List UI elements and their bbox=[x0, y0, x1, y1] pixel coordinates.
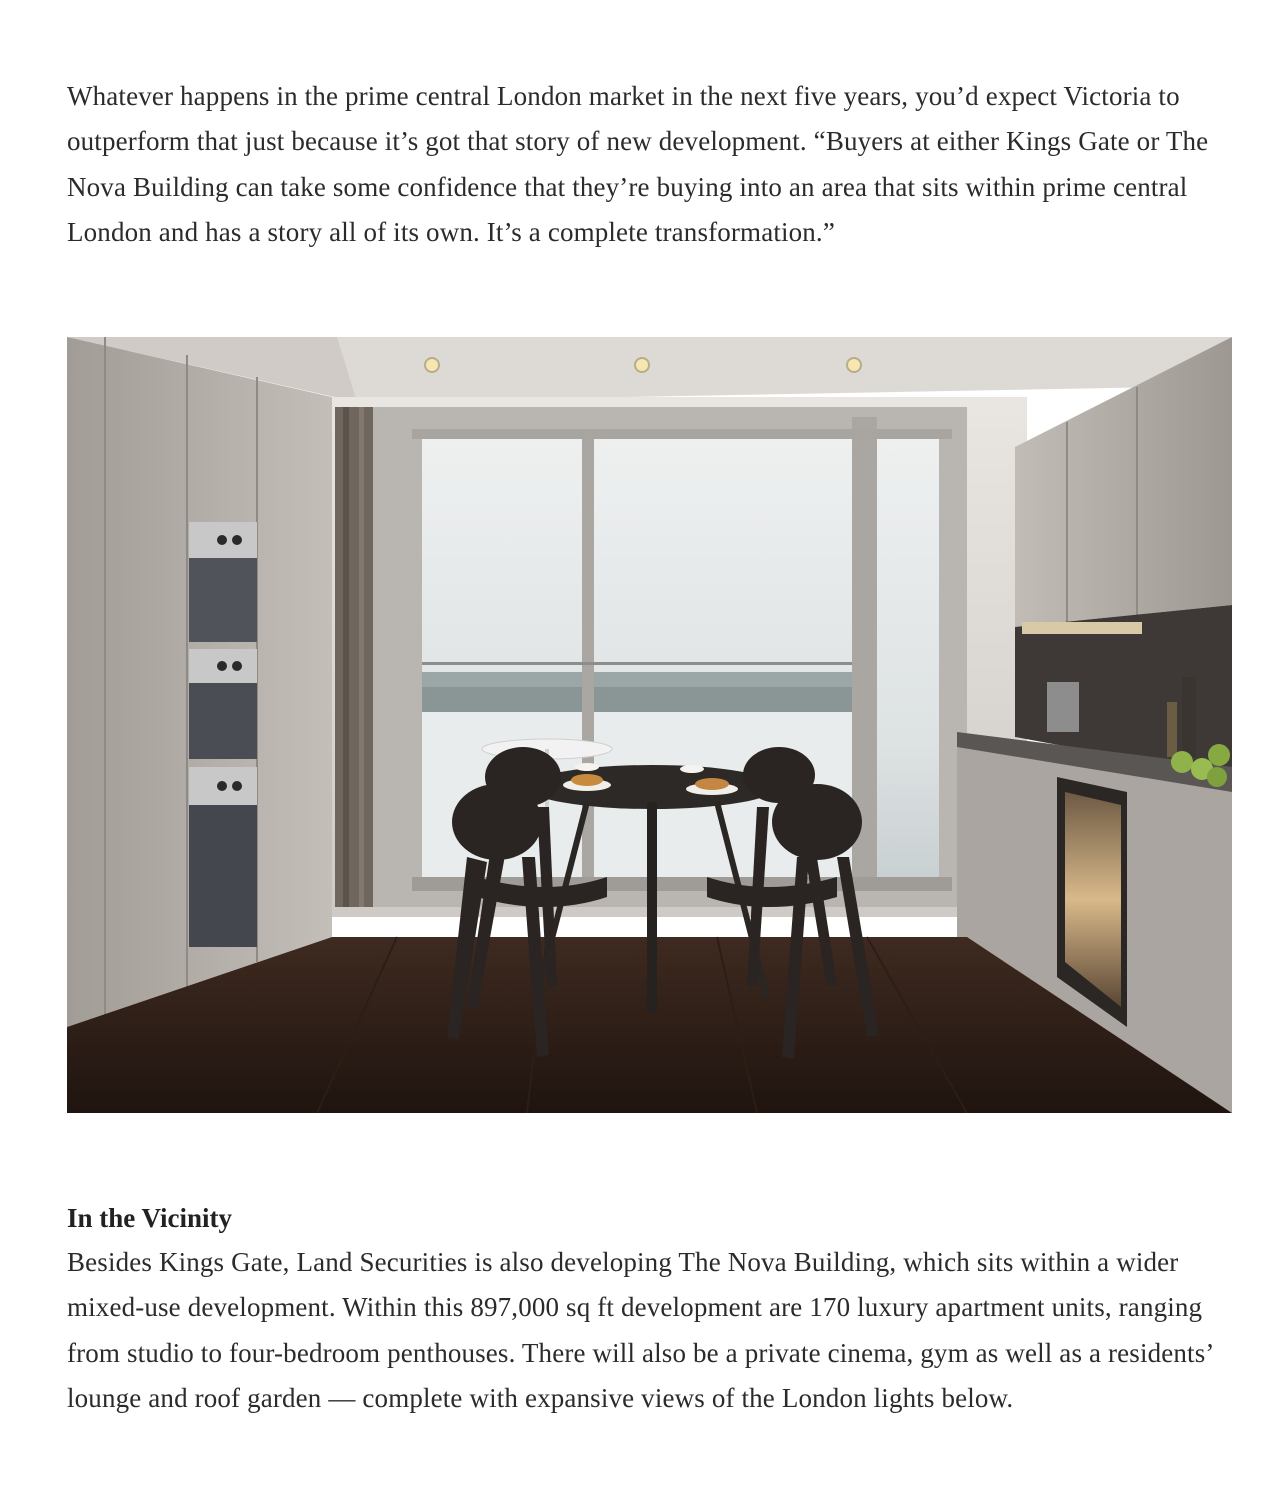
section-body-paragraph: Besides Kings Gate, Land Securities is also developing The Nova Building, which sits within a wider mixed-use development. Within this 897,000 sq ft development are 170 luxury apartment units, ranging from studio to four-bedroom penthouses. There will also be a private cinema, gym as well as a residents’ lounge and roof garden — complete with expansive views of the London lights below. bbox=[67, 1247, 1213, 1413]
section-heading: In the Vicinity bbox=[67, 1203, 233, 1233]
kitchen-interior-photo bbox=[67, 337, 1232, 1113]
intro-paragraph: Whatever happens in the prime central London market in the next five years, you’d expect Victoria to outperform that just because it’s got that story of new development. “Buyers at either Kings Gate or The Nova Building can take some confidence that they’re buying into an area that sits within prime central London and has a story all of its own. It’s a complete transformation.” bbox=[67, 81, 1209, 247]
